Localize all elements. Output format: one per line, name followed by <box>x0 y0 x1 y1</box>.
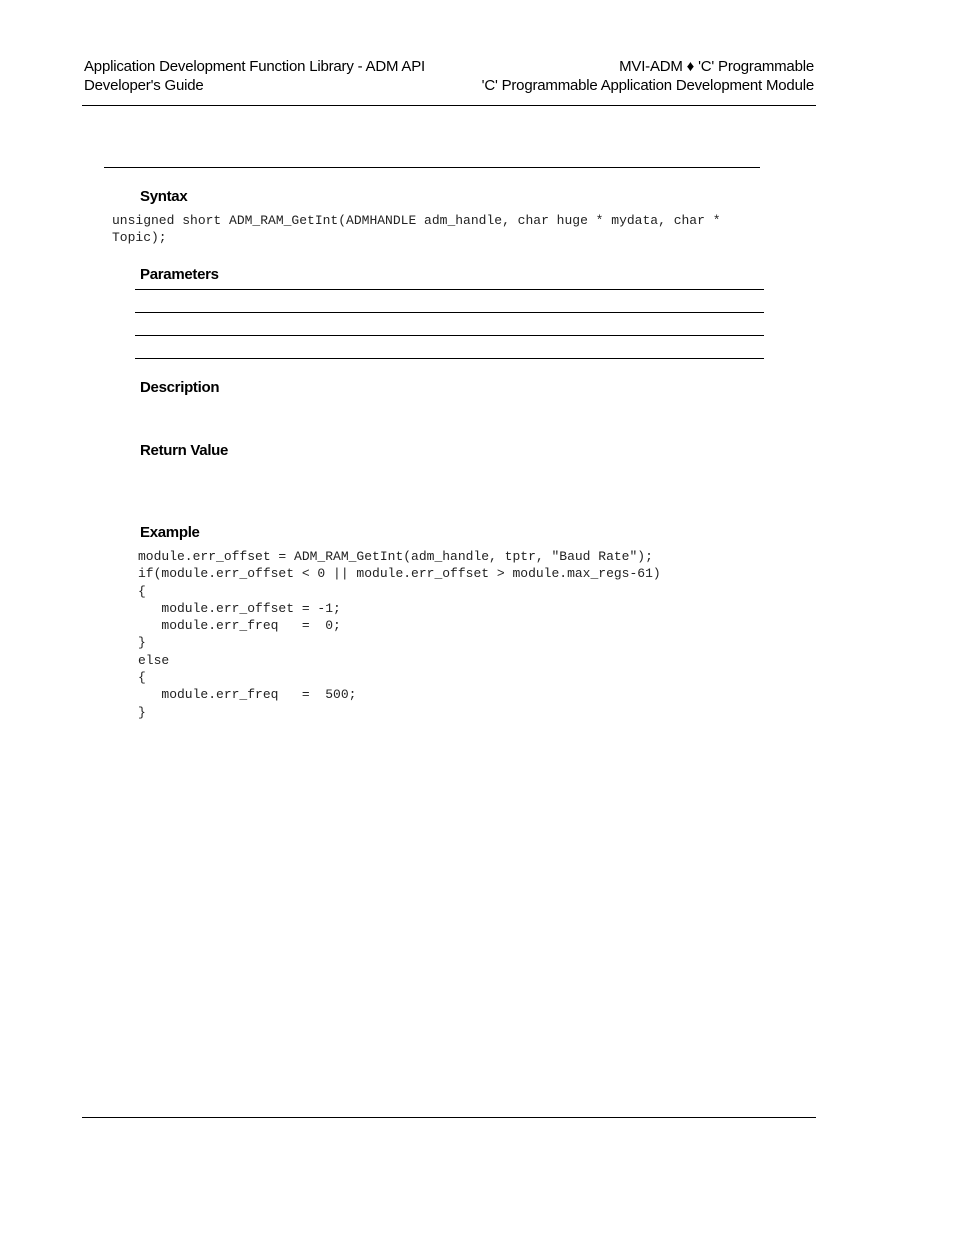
example-code-line: } <box>138 704 146 720</box>
parameters-table-rule <box>135 312 764 313</box>
parameters-table-rule <box>135 358 764 359</box>
example-code <box>138 548 661 721</box>
example-code-line: module.err_freq = 0; <box>138 618 341 634</box>
syntax-code <box>112 212 721 247</box>
document-header-left <box>84 57 425 95</box>
syntax-code-line: unsigned short ADM_RAM_GetInt(ADMHANDLE adm_handle, char huge * mydata, char * <box>112 213 721 228</box>
syntax-heading: Syntax <box>140 188 188 205</box>
header-library-title: Application Development Function Library - ADM API <box>84 58 425 75</box>
header-rule <box>82 105 816 106</box>
example-code-line: module.err_freq = 500; <box>138 687 357 703</box>
example-code-line: else <box>138 652 170 668</box>
example-code-line: module.err_offset = -1; <box>138 600 341 616</box>
example-code-line: { <box>138 583 146 599</box>
description-heading: Description <box>140 379 220 396</box>
example-code-line: } <box>138 635 146 651</box>
parameters-heading: Parameters <box>140 266 219 283</box>
syntax-code-line: Topic); <box>112 230 167 246</box>
document-header-right <box>482 57 814 95</box>
parameters-table-rule <box>135 335 764 336</box>
example-code-line: { <box>138 670 146 686</box>
header-module-title: 'C' Programmable Application Development Module <box>481 77 814 94</box>
example-code-line: module.err_offset = ADM_RAM_GetInt(adm_handle, tptr, "Baud Rate"); <box>138 549 653 564</box>
return-value-heading: Return Value <box>140 442 229 459</box>
function-title-rule <box>104 167 760 168</box>
parameters-table-rule <box>135 289 764 290</box>
header-product-title: MVI-ADM ♦ 'C' Programmable <box>619 58 814 75</box>
header-guide-title: Developer's Guide <box>84 77 204 94</box>
footer-rule <box>82 1117 816 1118</box>
example-code-line: if(module.err_offset < 0 || module.err_offset > module.max_regs-61) <box>138 566 661 582</box>
example-heading: Example <box>140 524 200 541</box>
